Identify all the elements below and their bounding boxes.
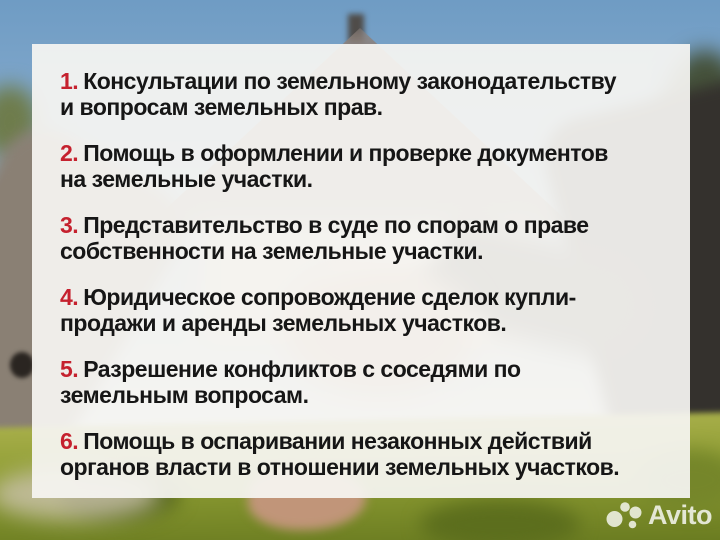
services-card [32,44,690,498]
service-item [60,284,666,336]
service-item [60,428,666,480]
sleeve-button [10,352,34,378]
avito-watermark [605,500,712,530]
service-line: собственности на земельные участки. [60,238,484,264]
service-text: Помощь в оформлении и проверке документов [83,140,608,166]
service-item [60,68,666,120]
service-text: Разрешение конфликтов с соседями по [83,356,521,382]
service-number: 4. [60,284,79,310]
service-text: Юридическое сопровождение сделок купли- [83,284,576,310]
service-number: 6. [60,428,79,454]
service-line: продажи и аренды земельных участков. [60,310,507,336]
avito-wordmark: Avito [648,500,712,530]
service-line: и вопросам земельных прав. [60,94,383,120]
service-line [60,212,666,238]
service-line [60,428,666,454]
service-line: органов власти в отношении земельных участков. [60,454,620,480]
service-item [60,212,666,264]
avito-logo-icon [605,500,645,530]
service-line [60,284,666,310]
service-text: Консультации по земельному законодательству [83,68,617,94]
service-line: на земельные участки. [60,166,313,192]
service-item [60,356,666,408]
service-text: Представительство в суде по спорам о праве [83,212,589,238]
service-number: 1. [60,68,79,94]
service-number: 5. [60,356,79,382]
service-number: 2. [60,140,79,166]
service-item [60,140,666,192]
service-number: 3. [60,212,79,238]
service-line [60,140,666,166]
service-line [60,68,666,94]
service-line: земельным вопросам. [60,382,309,408]
service-line [60,356,666,382]
service-text: Помощь в оспаривании незаконных действий [83,428,592,454]
